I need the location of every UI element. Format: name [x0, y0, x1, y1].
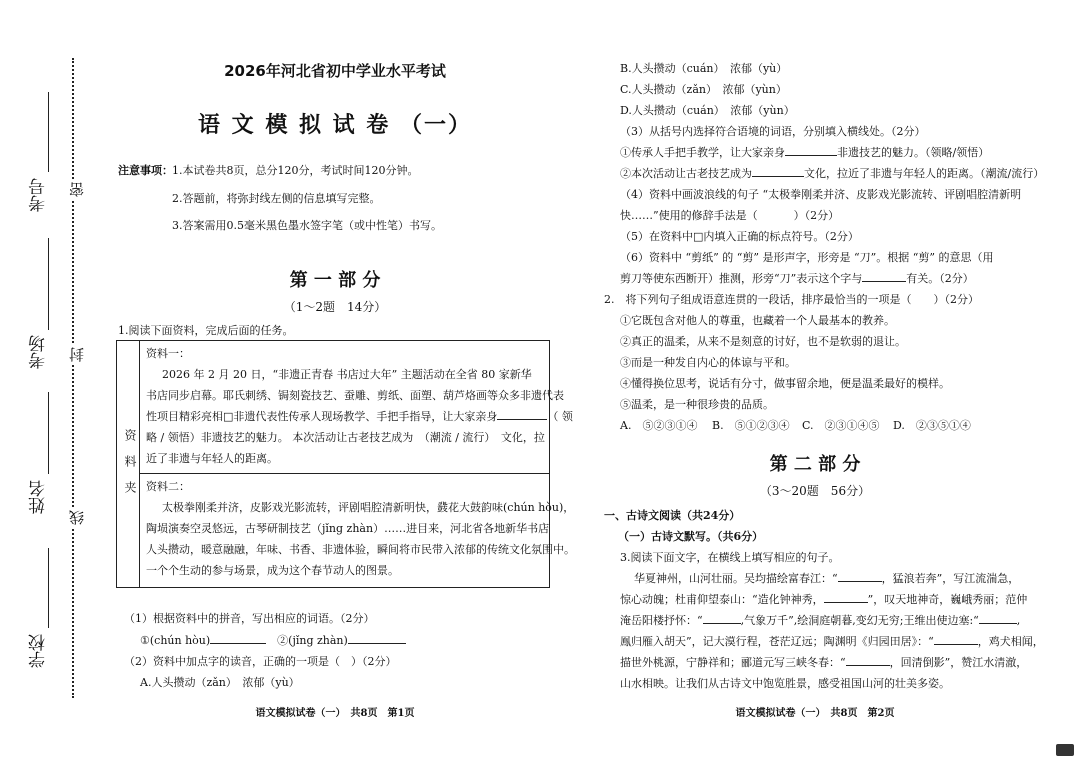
material1-line-4: 略 / 领悟）非遗技艺的魅力。 本次活动让古老技艺成为 （潮流 / 流行） 文化，拉 — [146, 431, 545, 444]
poem-line-6: 山水相映。让我们从古诗文中饱览胜景，感受祖国山河的壮美多姿。 — [620, 677, 950, 690]
q2-sentence-5: ⑤温柔，是一种很珍贵的品质。 — [620, 398, 774, 411]
poem-3-post: , — [1016, 614, 1021, 627]
material1-line-5: 近了非遗与年轻人的距离。 — [146, 452, 278, 465]
page2-footer: 语文模拟试卷（一） 共8页 第2页 — [735, 708, 895, 719]
q1-3-item-2 — [620, 165, 1044, 181]
q1-6-post: 有关。（2分） — [906, 272, 974, 285]
q2-option-d[interactable]: D. ②③⑤①④ — [893, 419, 971, 432]
q2-option-c[interactable]: C. ②③①④⑤ — [802, 419, 880, 432]
poem-3-mid: ,气象万千”,绘洞庭朝暮,变幻无穷;王维出使边塞:“ — [740, 614, 979, 627]
part1-title: 第 一 部 分 — [289, 270, 381, 291]
note-2: 2.答题前，将弥封线左侧的信息填写完整。 — [172, 192, 381, 205]
q1-6-line-1: （6）资料中 “剪纸” 的 “剪” 是形声字，形旁是 “刀”。根据 “剪” 的意思（用 — [620, 251, 994, 264]
part2-title: 第 二 部 分 — [769, 454, 861, 475]
poem-blank-3[interactable] — [703, 623, 741, 624]
seal-mi: 密 — [68, 182, 86, 197]
q1-4-line-2 — [620, 207, 839, 223]
poem-line-5 — [620, 654, 1027, 670]
q1-2-option-a[interactable]: A.人头攒动（zǎn） 浓郁（yù） — [140, 676, 300, 689]
q1-1-b-blank[interactable] — [348, 643, 406, 644]
material-divider — [139, 473, 549, 474]
note-3: 3.答案需用0.5毫米黑色墨水签字笔（或中性笔）书写。 — [172, 219, 442, 232]
q1-4-line-1: （4）资料中画波浪线的句子 “太极拳刚柔并济、皮影戏光影流转、评剧唱腔清新明 — [620, 188, 1022, 201]
poem-line-2 — [620, 591, 1027, 607]
note-1: 1.本试卷共8页，总分120分，考试时间120分钟。 — [172, 164, 419, 177]
q1-3-2-blank[interactable] — [752, 176, 804, 177]
q1-6-pre: 剪刀等使东西断开）推测，形旁“刀”表示这个字与 — [620, 272, 863, 285]
q1-6-blank[interactable] — [862, 281, 906, 282]
poem-blank-2[interactable] — [824, 602, 868, 603]
label-kaohao: 考号 — [29, 178, 49, 212]
q1-2-option-c[interactable]: C.人头攒动（zǎn） 浓郁（yùn） — [620, 83, 787, 96]
material2-line-1: 太极拳刚柔并济，皮影戏光影流转，评剧唱腔清新明快，鼗花大鼓韵味(chún hòu)， — [162, 501, 575, 514]
watermark-icon — [1056, 744, 1074, 756]
poem-blank-4[interactable] — [979, 623, 1017, 624]
poem-5-pre: 描世外桃源，宁静祥和；郦道元写三峡冬春：“ — [620, 656, 846, 669]
material1-line-2: 书店同步启幕。耶氏刺绣、锔刻瓷技艺、蚕雕、剪纸、面塑、葫芦烙画等众多非遗代表 — [146, 389, 564, 402]
part1-subtitle: （1～2题 14分） — [283, 300, 387, 314]
material2-line-2: 陶埙演奏空灵悠远，古琴研制技艺（jǐng zhàn）……进目来，河北省各地新华书店 — [146, 522, 550, 535]
part2-subtitle: （3～20题 56分） — [759, 484, 871, 498]
xingming-fill-line[interactable] — [48, 392, 49, 474]
poem-1-post: ，猛浪若奔”，写江流湍急， — [881, 572, 1020, 585]
xuexiao-fill-line[interactable] — [48, 548, 49, 628]
q2-sentence-1: ①它既包含对他人的尊重，也藏着一个人最基本的教养。 — [620, 314, 895, 327]
q1-6-line-2 — [620, 270, 974, 286]
kaohao-fill-line[interactable] — [48, 92, 49, 172]
q1-3-2-pre: ②本次活动让古老技艺成为 — [620, 167, 752, 180]
material2-line-4: 一个个生动的参与场景，成为这个春节动人的图景。 — [146, 564, 399, 577]
section-1-sub: （一）古诗文默写。（共6分） — [618, 530, 764, 543]
poem-line-3 — [620, 612, 1020, 628]
q3-intro: 3.阅读下面文字，在横线上填写相应的句子。 — [620, 551, 840, 564]
poem-blank-5[interactable] — [934, 644, 978, 645]
poem-2-pre: 惊心动魄；杜甫仰望泰山：“造化钟神秀， — [620, 593, 824, 606]
q2-sentence-3: ③而是一种发自内心的体谅与平和。 — [620, 356, 796, 369]
poem-line-4 — [620, 633, 1044, 649]
q1-2-option-d[interactable]: D.人头攒动（cuán） 浓郁（yùn） — [620, 104, 795, 117]
label-xuexiao: 学校 — [29, 634, 49, 668]
q1-2-text: （2）资料中加点字的读音，正确的一项是（ ）（2分） — [124, 655, 397, 668]
notes-label: 注意事项： — [118, 164, 173, 177]
material1-line-3 — [146, 408, 573, 424]
material2-line-3: 人头攒动，暖意融融，年味、书香、非遗体验，瞬间将市民带入浓郁的传统文化氛围中。 — [146, 543, 575, 556]
q1-1-a-label: ①(chún hòu) — [140, 634, 211, 647]
material1-blank[interactable] — [497, 419, 547, 420]
q2-option-a[interactable]: A. ⑤②③①④ — [620, 419, 698, 432]
seal-xian: 线 — [68, 510, 86, 525]
q2-sentence-2: ②真正的温柔，从来不是刻意的讨好，也不是软弱的退让。 — [620, 335, 906, 348]
q1-3-item-1 — [620, 144, 989, 160]
poem-line-1 — [634, 570, 1019, 586]
q2-sentence-4: ④懂得换位思考，说话有分寸，做事留余地，便是温柔最好的模样。 — [620, 377, 950, 390]
material1-line-3-text: 性项目精彩亮相□非遗代表性传承人现场教学、手把手指导，让大家亲身 — [146, 410, 498, 423]
q1-1-a — [140, 632, 406, 648]
q2-stem: 2. 将下列句子组成语意连贯的一段话，排序最恰当的一项是（ ）（2分） — [604, 293, 979, 306]
q1-5-text: （5）在资料中□内填入正确的标点符号。（2分） — [620, 230, 859, 243]
q2-option-b[interactable]: B. ⑤①②③④ — [712, 419, 790, 432]
section-1-title: 一、古诗文阅读（共24分） — [604, 509, 741, 522]
poem-blank-1[interactable] — [838, 581, 882, 582]
poem-blank-6[interactable] — [846, 665, 890, 666]
material1-label: 资料一： — [146, 347, 190, 360]
q1-1-text: （1）根据资料中的拼音，写出相应的词语。（2分） — [124, 612, 375, 625]
q1-3-2-post: 文化，拉近了非遗与年轻人的距离。（潮流/流行） — [804, 167, 1045, 180]
material1-line-1: 2026 年 2 月 20 日，“非遗正青春 书店过大年” 主题活动在全省 80 家新华 — [162, 368, 532, 381]
poem-1-pre: 华夏神州，山河壮丽。吴均描绘富春江：“ — [634, 572, 838, 585]
kaochang-fill-line[interactable] — [48, 238, 49, 330]
seal-feng: 封 — [68, 347, 86, 362]
page1-footer: 语文模拟试卷（一） 共8页 第1页 — [255, 708, 415, 719]
q1-3-1-pre: ①传承人手把手教学，让大家亲身 — [620, 146, 785, 159]
poem-4-post: ，鸡犬相闻， — [977, 635, 1044, 648]
material-box-side — [117, 341, 140, 587]
q1-4-pre: 快……”使用的修辞手法是（ — [620, 209, 758, 222]
material-box-label: 资料夹 — [123, 429, 137, 507]
exam-title: 2026年河北省初中学业水平考试 — [224, 62, 446, 80]
q1-intro: 1.阅读下面资料，完成后面的任务。 — [118, 324, 294, 337]
poem-2-post: ”，叹天地神奇，巍峨秀丽；范仲 — [867, 593, 1028, 606]
q1-3-1-post: 非遗技艺的魅力。（领略/领悟） — [837, 146, 990, 159]
poem-4-pre: 鳯归雁入胡天”，记大漠行程，苍茫辽远；陶渊明《归园田居》：“ — [620, 635, 934, 648]
poem-5-post: ，回清倒影”，赞江水清澈， — [889, 656, 1028, 669]
label-xingming: 姓名 — [29, 480, 49, 514]
q1-4-post: ）（2分） — [793, 209, 840, 222]
label-kaochang: 考场 — [29, 335, 49, 369]
binding-dotted-line — [72, 58, 74, 698]
q1-3-text: （3）从括号内选择符合语境的词语，分别填入横线处。（2分） — [620, 125, 926, 138]
material2-label: 资料二： — [146, 480, 190, 493]
q1-3-1-blank[interactable] — [785, 155, 837, 156]
q1-1-b-label: ②(jǐng zhàn) — [277, 634, 348, 647]
material1-line-3-tail: （ 领 — [547, 410, 573, 423]
paper-title: 语 文 模 拟 试 卷 （一） — [198, 112, 472, 138]
q1-2-option-b[interactable]: B.人头攒动（cuán） 浓郁（yù） — [620, 62, 788, 75]
q1-1-a-blank[interactable] — [210, 643, 266, 644]
poem-3-pre: 淹岳阳楼抒怀：“ — [620, 614, 703, 627]
